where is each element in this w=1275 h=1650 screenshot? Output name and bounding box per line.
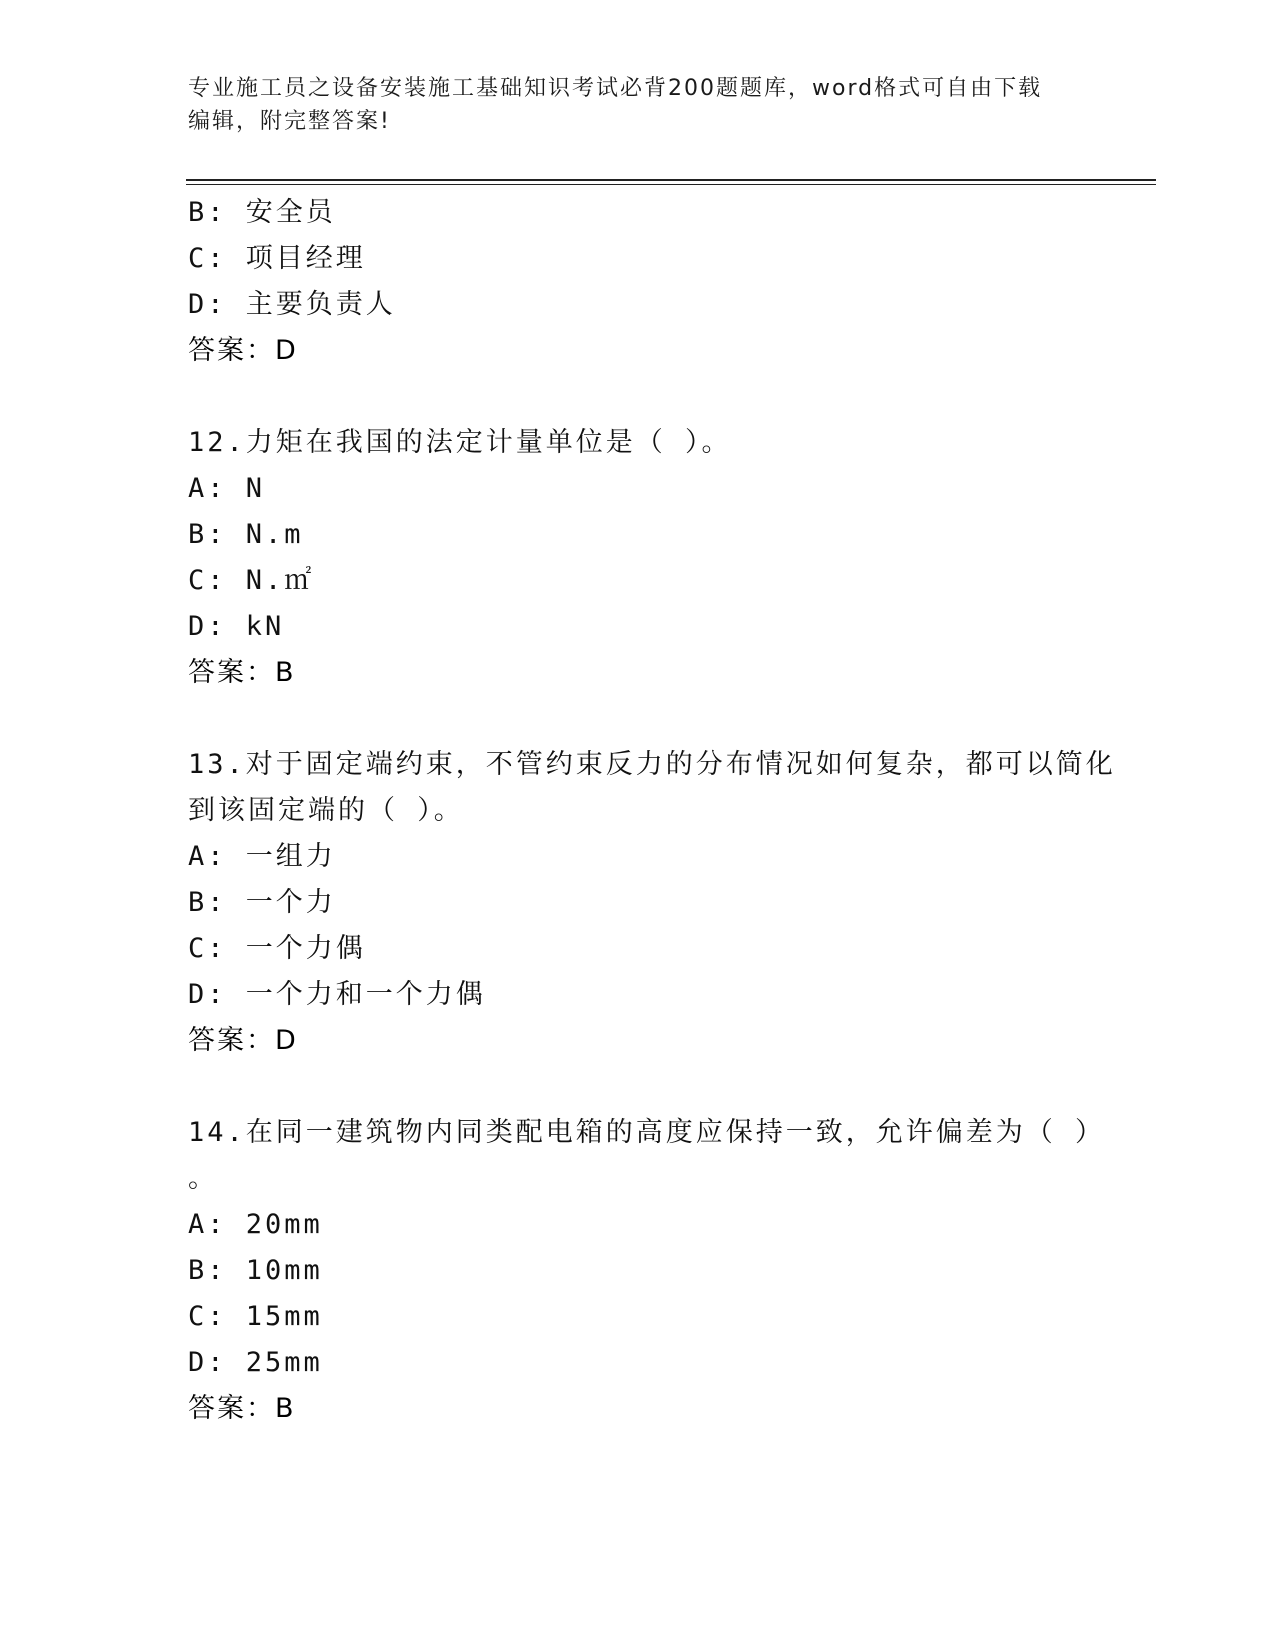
question-text-line-2: 。 [188,1163,218,1194]
spacer [188,1064,1088,1110]
option-b: B: 一个力 [188,887,336,918]
question-12 [188,420,1088,696]
question-14 [188,1110,1106,1432]
option-b: B: 10mm [188,1255,323,1286]
header-title-line-2: 编辑，附完整答案! [188,109,391,134]
option-d: D: 一个力和一个力偶 [188,979,486,1010]
answer: 答案：D [188,1025,298,1056]
question-text: 12.力矩在我国的法定计量单位是（ ）。 [188,427,732,458]
option-d: D: 主要负责人 [188,289,396,320]
option-b: B: N.m [188,519,304,550]
option-c: C: 一个力偶 [188,933,366,964]
question-11 [188,190,1088,374]
option-d: D: 25mm [188,1347,323,1378]
option-c: C: 项目经理 [188,243,366,274]
option-c: C: N.㎡ [188,565,315,596]
document-header [188,72,1068,138]
answer: 答案：B [188,1393,296,1424]
answer: 答案：D [188,335,298,366]
question-text-line-2: 到该固定端的（ ）。 [188,795,464,826]
option-a: A: 一组力 [188,841,336,872]
question-text-line-1: 14.在同一建筑物内同类配电箱的高度应保持一致，允许偏差为（ ） [188,1117,1106,1148]
header-title-line-1: 专业施工员之设备安装施工基础知识考试必背200题题库，word格式可自由下载 [188,76,1043,101]
spacer [188,696,1088,742]
option-d: D: kN [188,611,285,642]
option-a: A: N [188,473,266,504]
option-c: C: 15mm [188,1301,323,1332]
answer: 答案：B [188,657,296,688]
option-b: B: 安全员 [188,197,336,228]
spacer [188,374,1088,420]
option-a: A: 20mm [188,1209,323,1240]
header-divider-bottom [186,184,1156,185]
question-list [188,190,1116,1432]
header-divider-top [186,179,1156,181]
question-13 [188,742,1116,1064]
question-text-line-1: 13.对于固定端约束，不管约束反力的分布情况如何复杂，都可以简化 [188,749,1116,780]
